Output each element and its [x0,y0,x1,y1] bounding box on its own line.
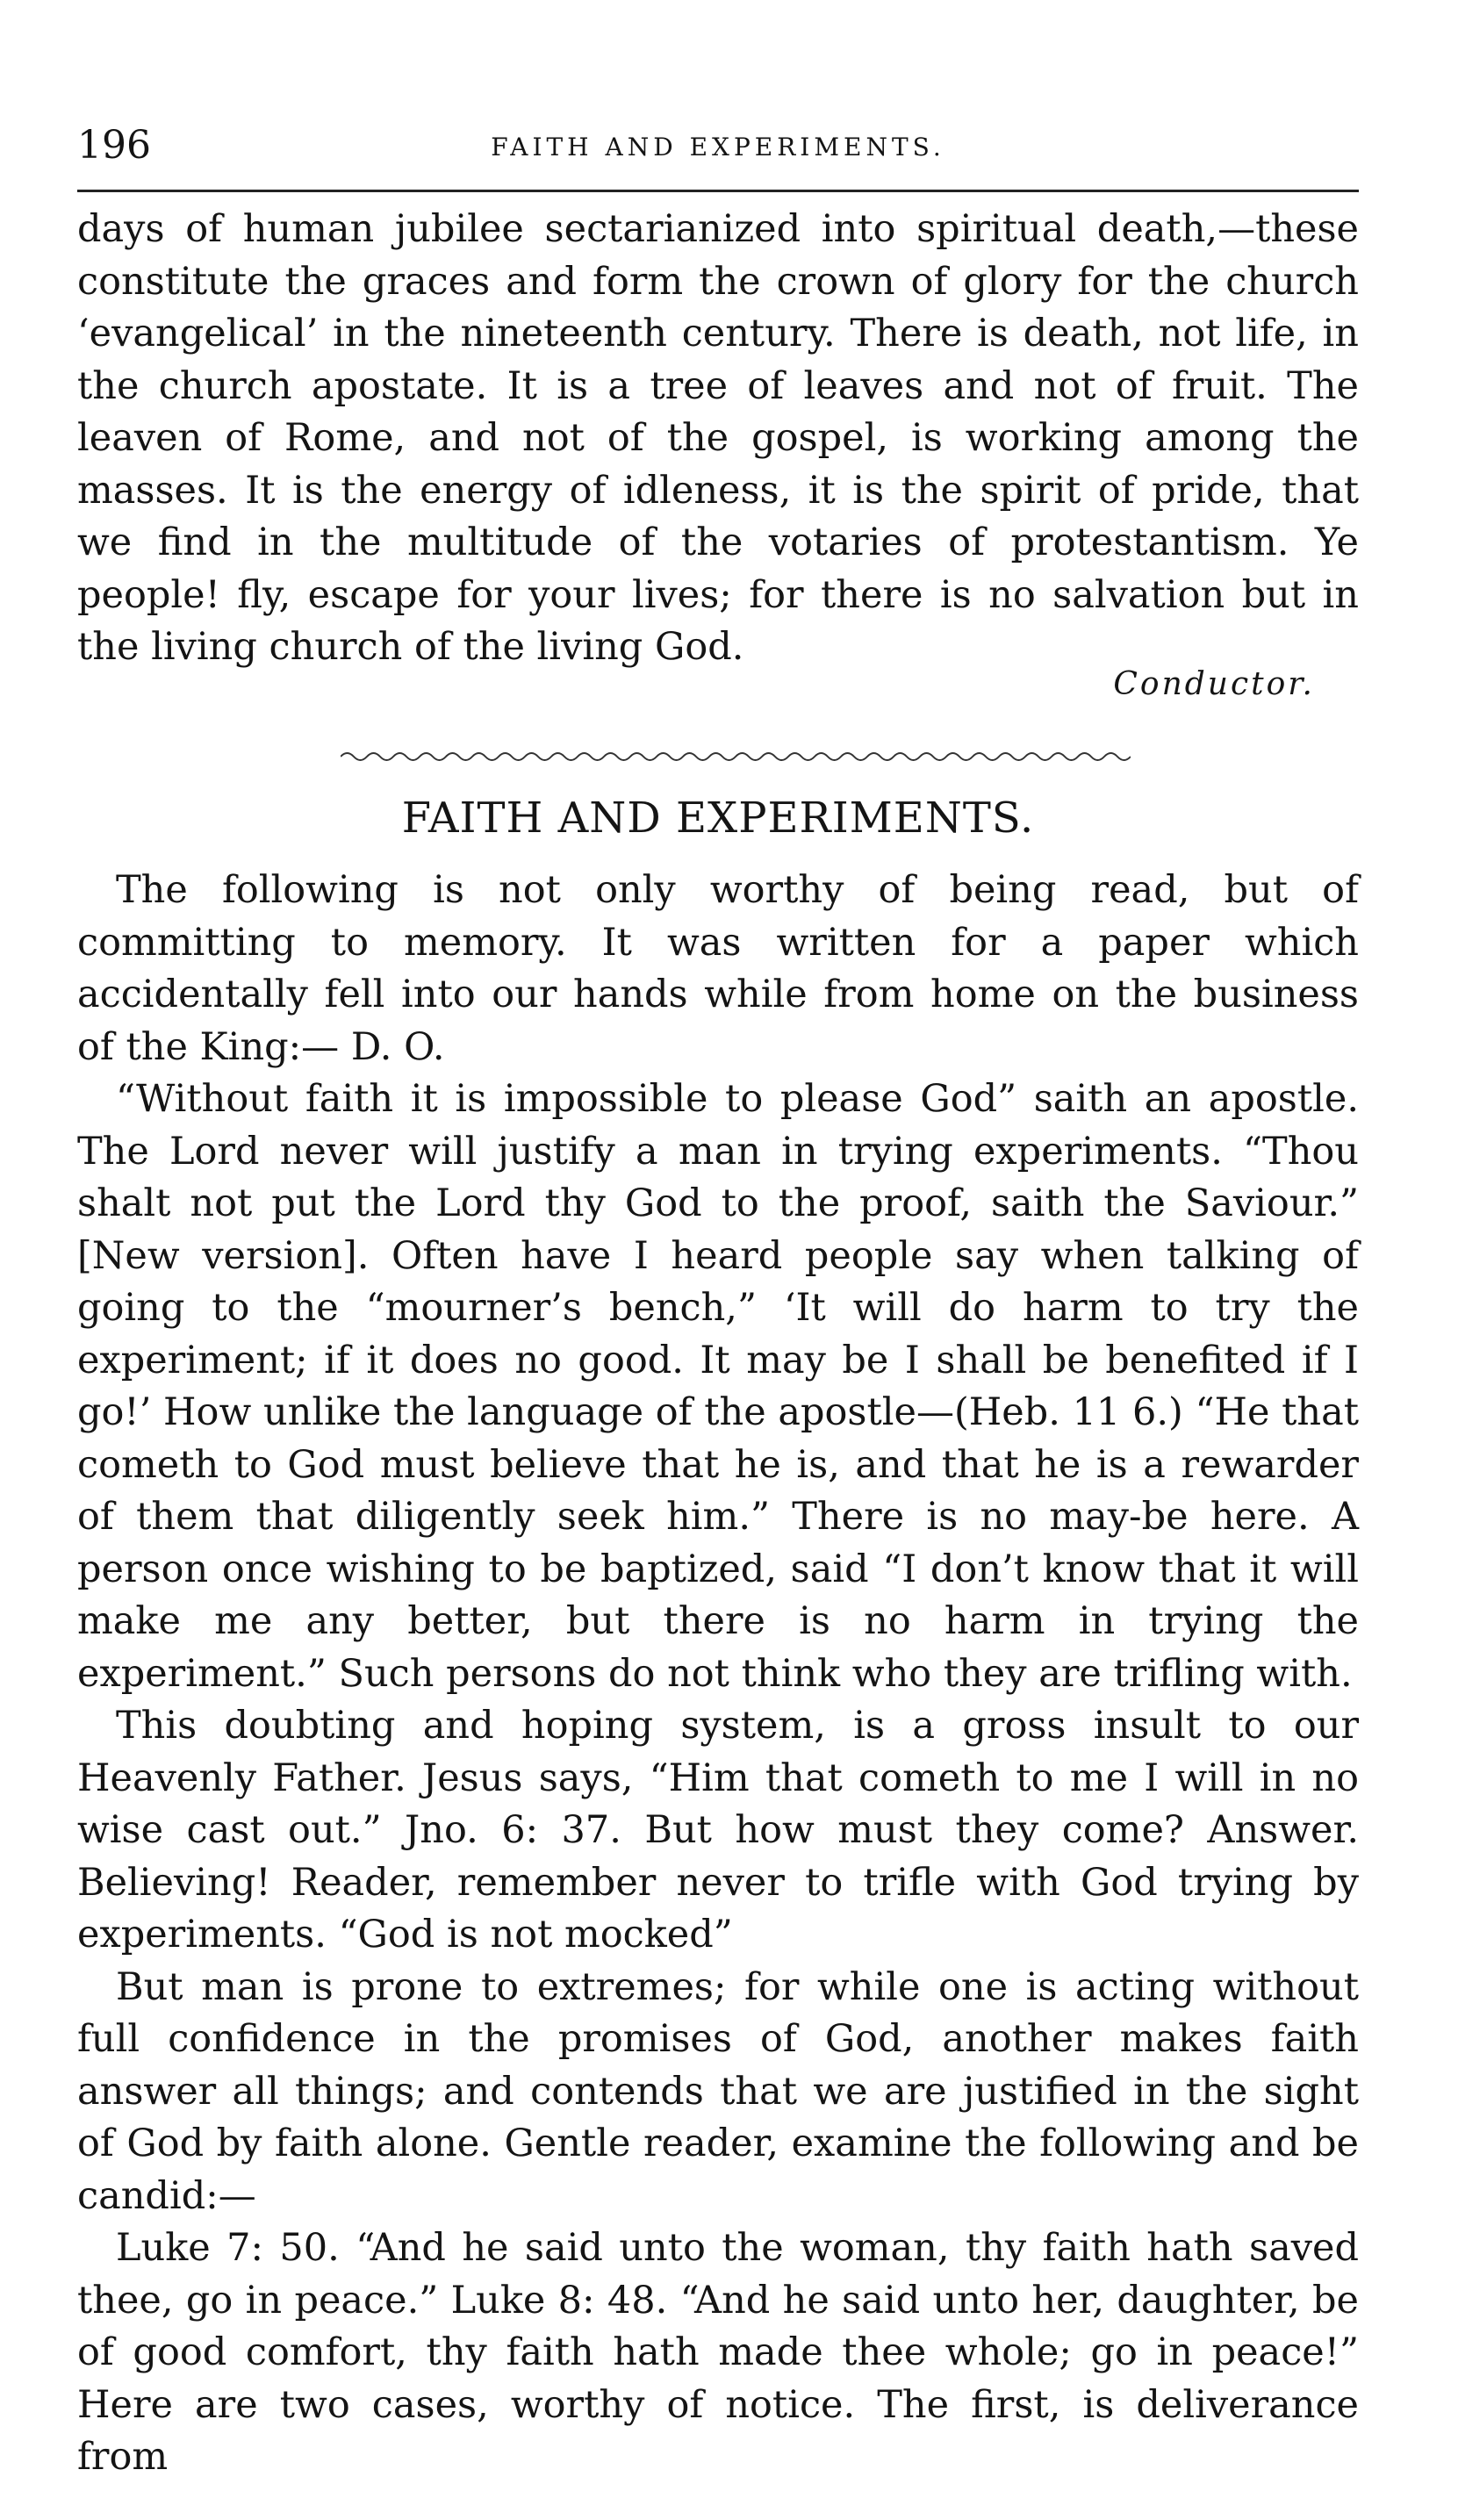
page-number: 196 [77,123,151,168]
article-body [77,865,1359,2484]
book-page [77,0,1359,2520]
article-paragraph-1: The following is not only worthy of being read, but of committing to memory. It was written for a paper which accidentally fell into our hands while from home on the business of the King:— D. O. [77,868,1359,1069]
header-rule [77,190,1359,192]
section-title: FAITH AND EXPERIMENTS. [401,793,1035,843]
running-head: FAITH AND EXPERIMENTS. [491,133,945,162]
conductor-signature: Conductor. [1113,666,1315,702]
section-ornament [341,748,1131,765]
article-paragraph-5: Luke 7: 50. “And he said unto the woman, thy faith hath saved thee, go in peace.” Luke 8: 48. “And he said unto her, daughter, be of good comfort, thy faith hath made thee whole; go in peace!” Here are two cases, worthy of notice. The first, is deliverance from [77,2226,1359,2479]
page-header [77,121,1359,174]
intro-block [77,204,1359,674]
article-paragraph-3: This doubting and hoping system, is a gross insult to our Heavenly Father. Jesus says, “Him that cometh to me I will in no wise cast out.” Jno. 6: 37. But how must they come? Answer. Believing! Reader, remember never to trifle with God trying by experiments. “God is not mocked” [77,1704,1359,1956]
article-paragraph-4: But man is prone to extremes; for while one is acting without full confidence in the promises of God, another makes faith answer all things; and contends that we are justified in the sight of God by faith alone. Gentle reader, examine the following and be candid:— [77,1964,1359,2218]
article-paragraph-2: “Without faith it is impossible to please God” saith an apostle. The Lord never will justify a man in trying experiments. “Thou shalt not put the Lord thy God to the proof, saith the Saviour.” [New version]. Often have I heard people say when talking of going to the “mourner’s bench,” ‘It will do harm to try the experiment; if it does no good. It may be I shall be benefited if I go!’ How unlike the language of the apostle—(Heb. 11 6.) “He that cometh to God must believe that he is, and that he is a rewarder of them that diligently seek him.” There is no may-be here. A person once wishing to be baptized, said “I don’t know that it will make me any better, but there is no harm in trying the experiment.” Such persons do not think who they are trifling with. [77,1077,1359,1696]
intro-paragraph: days of human jubilee sectarianized into spiritual death,—these constitute the graces and form the crown of glory for the church ‘evangelical’ in the nineteenth century. There is death, not life, in the church apostate. It is a tree of leaves and not of fruit. The leaven of Rome, and not of the gospel, is working among the masses. It is the energy of idleness, it is the spirit of pride, that we find in the multitude of the votaries of protestantism. Ye people! fly, escape for your lives; for there is no salvation but in the living church of the living God. [77,207,1359,669]
